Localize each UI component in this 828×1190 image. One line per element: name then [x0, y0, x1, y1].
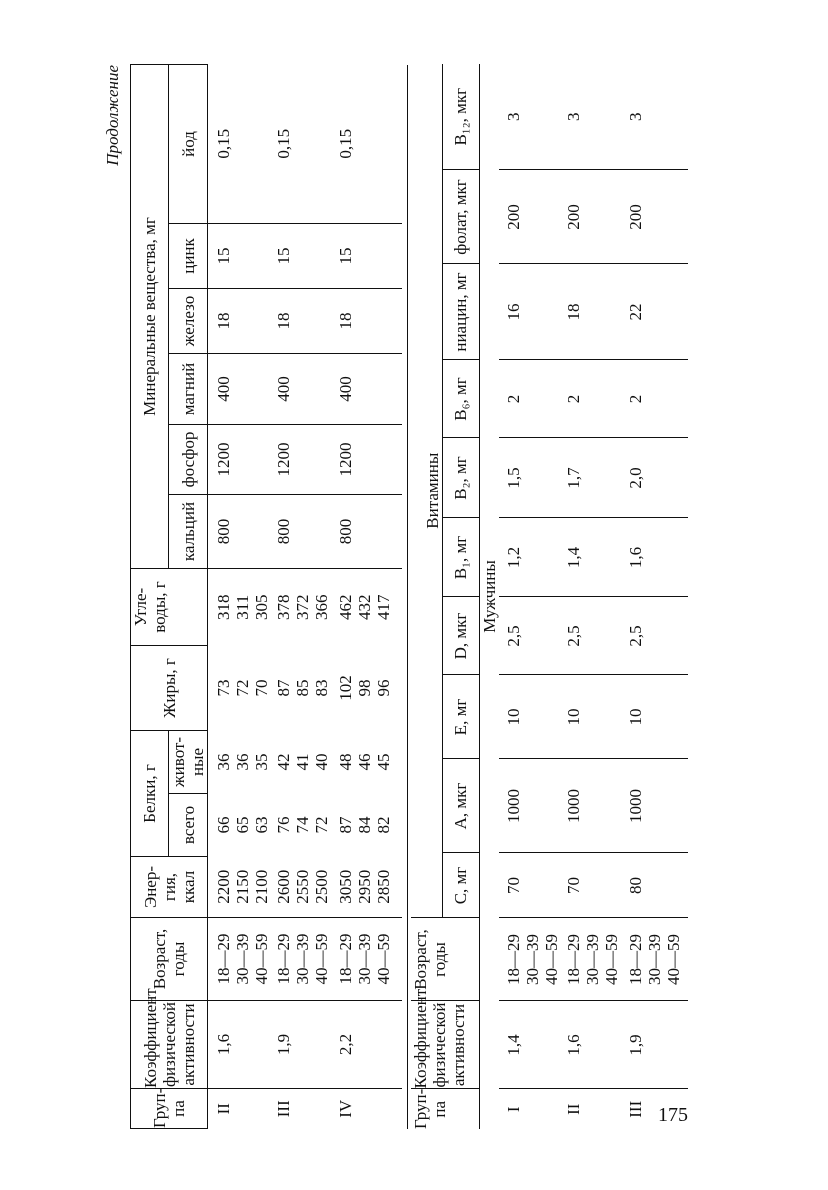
table-row: I 1,4 18—29 30—39 40—59 70 1000 10 2,5 1,2 1,5 2 16 200 3: [499, 64, 564, 1129]
header-calcium: кальций: [169, 495, 208, 569]
header-zinc: цинк: [169, 224, 208, 289]
section-label-men: Мужчины: [479, 560, 499, 633]
header-group: Груп- па: [411, 1089, 479, 1129]
header-vitamin-b2: B₂, мг: [442, 438, 479, 518]
header-folate: фолат, мкг: [442, 170, 479, 264]
header-iron: железо: [169, 289, 208, 354]
table-row: III 1,9 18—29 30—39 40—59 2600 2550 2500 76 74 72 42 41 40 87 85 83 378 372 366 800 1200 400 18 15 0,15: [274, 65, 336, 1129]
header-vitamin-a: А, мкг: [442, 759, 479, 853]
header-fats: Жиры, г: [131, 646, 208, 731]
table-separator-line: [407, 65, 408, 1129]
table-row: IV 2,2 18—29 30—39 40—59 3050 2950 2850 87 84 82 48 46 45 102 98 96 462 432 417 800 1200 400 18 15 0,15: [336, 65, 402, 1129]
header-vitamin-c: С, мг: [442, 853, 479, 918]
header-iodine: йод: [169, 65, 208, 224]
header-vitamin-b12: B₁₂, мкг: [442, 64, 479, 170]
header-vitamin-b6: B₆, мг: [442, 360, 479, 438]
header-group: Груп- па: [131, 1089, 208, 1129]
header-magnesium: магний: [169, 354, 208, 425]
header-vitamin-d: D, мкг: [442, 597, 479, 675]
continuation-label: Продолжение: [103, 65, 122, 166]
header-proteins: Белки, г: [131, 731, 169, 857]
header-vitamin-e: Е, мг: [442, 675, 479, 759]
header-age: Возраст, годы: [131, 918, 208, 1001]
header-proteins-animal: живот- ные: [169, 731, 208, 794]
header-vitamin-b1: B₁, мг: [442, 518, 479, 597]
header-proteins-total: всего: [169, 794, 208, 857]
table-row: III 1,9 18—29 30—39 40—59 80 1000 10 2,5 1,6 2,0 2 22 200 3: [626, 64, 688, 1129]
header-niacin: ниацин, мг: [442, 264, 479, 360]
rotated-page-content: [103, 65, 706, 1129]
header-coef: Коэффициент физической активности: [411, 1001, 479, 1089]
header-minerals: Минеральные вещества, мг: [131, 65, 169, 569]
nutrition-table-energy-minerals: [130, 64, 402, 1129]
header-vitamins: Витамины: [411, 64, 442, 918]
header-coef: Коэффициент физической активности: [131, 1001, 208, 1089]
header-energy: Энер- гия, ккал: [131, 857, 208, 918]
page-number: 175: [658, 1104, 688, 1126]
header-carbs: Угле- воды, г: [131, 569, 208, 646]
header-age: Возраст, годы: [411, 918, 479, 1001]
table-row: II 1,6 18—29 30—39 40—59 2200 2150 2100 66 65 63 36 36 35 73 72 70 318 311 305 800 1200 400 18 15 0,15: [208, 65, 274, 1129]
nutrition-table-vitamins: [411, 64, 688, 1129]
table-row: II 1,6 18—29 30—39 40—59 70 1000 10 2,5 1,4 1,7 2 18 200 3: [564, 64, 626, 1129]
header-phosphorus: фосфор: [169, 425, 208, 495]
